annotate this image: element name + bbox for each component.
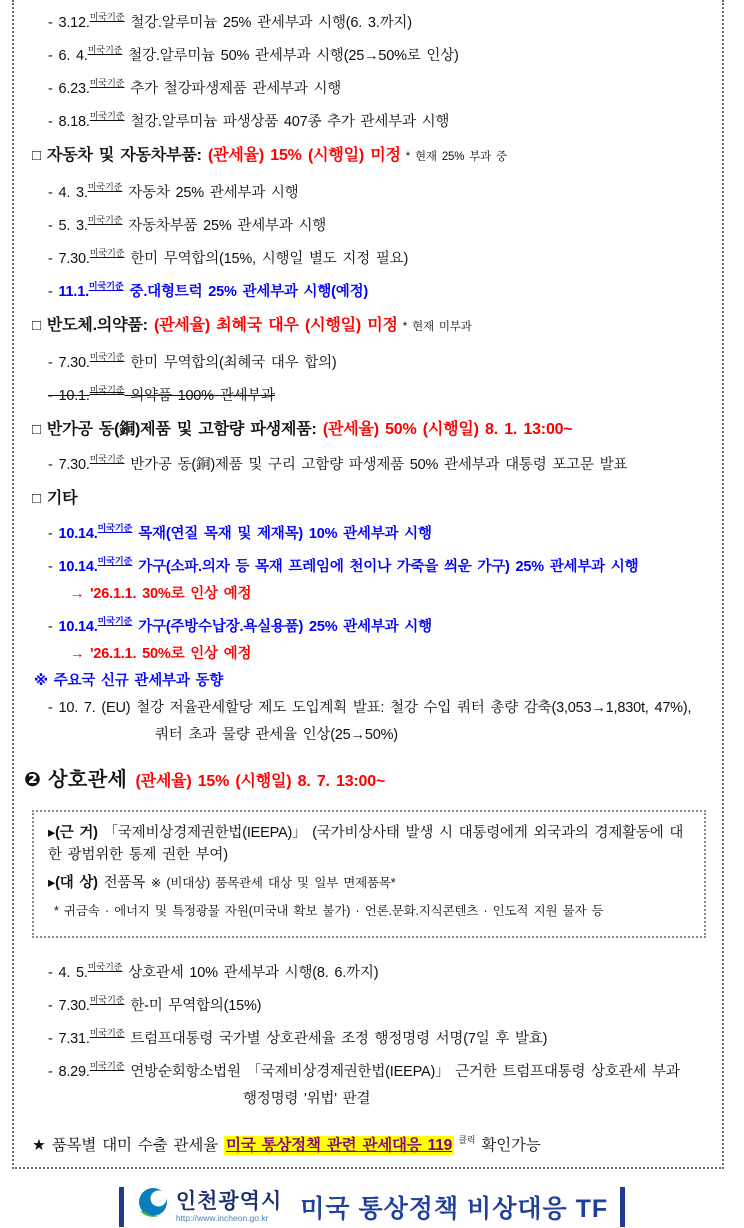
text-run: 7.30. [58, 998, 90, 1014]
text-run: 8.18. [58, 114, 90, 130]
list-item [18, 552, 718, 577]
text-run: 미국기준 [87, 45, 123, 55]
square-bullet-icon: □ [32, 490, 47, 507]
text-run: 철강.알루미늄 파생상품 407종 추가 관세부과 시행 [124, 114, 450, 130]
list-item [18, 612, 718, 637]
text-run: 6. 4. [58, 48, 88, 64]
square-bullet-icon: □ [32, 421, 47, 438]
text-run: 확인가능 [475, 1137, 541, 1154]
text-run: 미국기준 [89, 78, 125, 88]
text-run: 미국기준 [89, 111, 125, 121]
text-run: 미국기준 [88, 281, 124, 291]
text-run: 상호관세 10% 관세부과 시행(8. 6.까지) [122, 965, 379, 981]
text-run: 상호관세 [48, 769, 136, 791]
section-header-reciprocal [18, 771, 718, 792]
text-run: '26.1.1. 30%로 인상 예정 [90, 586, 252, 602]
text-run: 10.14. [58, 526, 98, 542]
text-run: 미국기준 [87, 962, 123, 972]
text-run: 철강.알루미늄 50% 관세부과 시행(25→50%로 인상) [122, 48, 459, 64]
text-run: 한미 무역합의(최혜국 대우 합의) [124, 355, 337, 371]
footer-right-bar [620, 1187, 625, 1227]
triangle-bullet-icon: ▸ [48, 825, 56, 841]
text-run: 4. 3. [58, 185, 88, 201]
text-run: 미국기준 [89, 995, 125, 1005]
text-run: 가구(주방수납장.욕실용품) 25% 관세부과 시행 [132, 619, 432, 635]
dash: - [48, 1031, 59, 1047]
footnote-line [18, 1131, 718, 1155]
dash: - [48, 48, 59, 64]
text-run: 미국기준 [89, 12, 125, 22]
text-run: 주요국 신규 관세부과 동향 [53, 673, 224, 689]
dash: - [48, 1064, 59, 1080]
text-run: 한미 무역합의(15%, 시행일 별도 지정 필요) [124, 251, 409, 267]
text-run: 품목별 대미 수출 관세율 [51, 1137, 224, 1154]
list-item [18, 41, 718, 66]
list-item-struck [18, 381, 718, 406]
text-run: (근 거) [55, 825, 98, 841]
list-item [18, 178, 718, 203]
text-run: * 현재 25% 부과 중 [400, 151, 507, 163]
text-run: 7.31. [58, 1031, 90, 1047]
dash: - [48, 284, 59, 300]
list-item [18, 519, 718, 544]
list-item [18, 107, 718, 132]
text-run: 미국기준 [97, 556, 133, 566]
incheon-logo-icon [136, 1185, 172, 1228]
arrow-note [18, 645, 718, 664]
tariff-119-link[interactable]: 미국 통상정책 관련 관세대응 119 [225, 1137, 453, 1154]
document-frame [12, 0, 724, 1169]
list-item [18, 991, 718, 1016]
text-run: 의약품 100% 관세부과 [124, 388, 275, 404]
text-run: 자동차부품 25% 관세부과 시행 [122, 218, 327, 234]
text-run: 4. 5. [58, 965, 88, 981]
text-run: * 귀금속 · 에너지 및 특정광물 자원(미국내 확보 불가) · 언론.문화.지식콘텐츠 · 인도적 지원 물자 등 [54, 904, 604, 918]
text-run: 미국기준 [89, 248, 125, 258]
arrow-icon: → [70, 646, 91, 662]
text-run: 추가 철강파생제품 관세부과 시행 [124, 81, 342, 97]
section-header-etc [18, 489, 718, 508]
text-run: 목재(연질 목재 및 제재목) 10% 관세부과 시행 [132, 526, 432, 542]
text-run: * 현재 미부과 [397, 321, 472, 333]
text-run: 미국기준 [89, 1061, 125, 1071]
text-run: 클릭 [454, 1135, 476, 1145]
list-item-continued [18, 1090, 718, 1109]
text-run: 10.14. [58, 619, 98, 635]
list-item [18, 74, 718, 99]
text-run: 전품목 [97, 875, 151, 891]
text-run: 쿼터 초과 물량 관세율 인상(25→50%) [155, 727, 398, 743]
list-item [18, 348, 718, 373]
dash: - [48, 251, 59, 267]
list-item [18, 1057, 718, 1082]
text-run: 미국기준 [87, 215, 123, 225]
dash: - [48, 965, 59, 981]
list-item [18, 1024, 718, 1049]
box-line-exemptions [44, 900, 694, 922]
text-run: 10.1. [58, 388, 90, 404]
dash: - [48, 700, 59, 716]
dash: - [48, 526, 59, 542]
incheon-logo-text [175, 1188, 283, 1223]
section-header-semiconductor [18, 316, 718, 337]
incheon-logo-group [136, 1185, 282, 1228]
info-box [32, 810, 706, 938]
reference-mark-icon: ※ [34, 673, 54, 689]
text-run: 미국기준 [89, 454, 125, 464]
square-bullet-icon: □ [32, 147, 47, 164]
dash: - [48, 388, 59, 404]
text-run: 11.1. [58, 284, 89, 300]
text-run: (관세율) 15% (시행일) 미정 [208, 147, 401, 164]
list-item [18, 277, 718, 302]
doc-body [18, 8, 718, 1155]
list-item [18, 211, 718, 236]
incheon-city-name: 인천광역시 [175, 1188, 283, 1213]
text-run: (관세율) 최혜국 대우 (시행일) 미정 [153, 317, 398, 334]
text-run: 미국기준 [97, 616, 133, 626]
text-run: 반가공 동(銅)제품 및 구리 고함량 파생제품 50% 관세부과 대통령 포고문 발표 [124, 457, 628, 473]
text-run: 연방순회항소법원 「국제비상경제권한법(IEEPA)」 근거한 트럼프대통령 상호관세 부과 [124, 1064, 680, 1080]
incheon-url: http://www.incheon.go.kr [175, 1212, 269, 1223]
text-run: 7.30. [58, 457, 90, 473]
text-run: 6.23. [58, 81, 90, 97]
text-run: (관세율) 15% (시행일) 8. 7. 13:00~ [135, 773, 386, 790]
arrow-note [18, 585, 718, 604]
dash: - [48, 457, 59, 473]
text-run: 10. 7. (EU) 철강 저율관세할당 제도 도입계획 발표: 철강 수입 쿼터 총량 감축(3,053→1,830t, 47%), [58, 700, 692, 716]
dash: - [48, 355, 59, 371]
dash: - [48, 185, 59, 201]
text-run: 미국기준 [89, 1028, 125, 1038]
text-run: 7.30. [58, 251, 90, 267]
text-run: 중.대형트럭 25% 관세부과 시행(예정) [123, 284, 369, 300]
text-run: 자동차 및 자동차부품: [46, 147, 208, 164]
list-item [18, 699, 718, 718]
circled-2-icon: ❷ [24, 769, 49, 791]
tf-title: 미국 통상정책 비상대응 TF [300, 1194, 609, 1223]
text-run: 한-미 무역합의(15%) [124, 998, 262, 1014]
box-line-basis [44, 822, 694, 866]
text-run: 「국제비상경제권한법(IEEPA)」 (국가비상사태 발생 시 대통령에게 외국과의 경제활동에 대한 광범위한 통제 권한 부여) [48, 825, 684, 863]
text-run: 5. 3. [58, 218, 88, 234]
dash: - [48, 218, 59, 234]
list-item-continued [18, 726, 718, 745]
footer [0, 1185, 744, 1228]
text-run: 미국기준 [87, 182, 123, 192]
text-run: 반가공 동(銅)제품 및 고함량 파생제품: [46, 421, 323, 438]
text-run: 7.30. [58, 355, 90, 371]
text-run: '26.1.1. 50%로 인상 예정 [90, 646, 252, 662]
list-item [18, 450, 718, 475]
dash: - [48, 114, 59, 130]
text-run: 미국기준 [89, 352, 125, 362]
list-item [18, 958, 718, 983]
text-run: 10.14. [58, 559, 98, 575]
section-header-autos [18, 146, 718, 167]
square-bullet-icon: □ [32, 317, 47, 334]
text-run: (관세율) 50% (시행일) 8. 1. 13:00~ [322, 421, 573, 438]
text-run: 트럼프대통령 국가별 상호관세율 조정 행정명령 서명(7일 후 발효) [124, 1031, 548, 1047]
text-run: 미국기준 [89, 385, 125, 395]
triangle-bullet-icon: ▸ [48, 875, 56, 891]
text-run: 3.12. [58, 15, 90, 31]
box-line-target [44, 872, 694, 894]
arrow-icon: → [70, 586, 91, 602]
text-run: 반도체.의약품: [46, 317, 154, 334]
text-run: 8.29. [58, 1064, 90, 1080]
text-run: 기타 [46, 490, 78, 507]
text-run: ※ (비대상) 품목관세 대상 및 일부 면제품목* [150, 876, 396, 890]
footer-left-bar [119, 1187, 124, 1227]
list-item [18, 244, 718, 269]
text-run: 미국기준 [97, 523, 133, 533]
star-icon: ★ [32, 1137, 52, 1154]
section-header-copper [18, 420, 718, 439]
dash: - [48, 619, 59, 635]
list-item [18, 8, 718, 33]
text-run: 자동차 25% 관세부과 시행 [122, 185, 299, 201]
reference-note [18, 672, 718, 691]
dash: - [48, 15, 59, 31]
text-run: 가구(소파.의자 등 목재 프레임에 천이나 가죽을 씌운 가구) 25% 관세부과 시행 [132, 559, 639, 575]
dash: - [48, 559, 59, 575]
text-run: (대 상) [55, 875, 98, 891]
dash: - [48, 998, 59, 1014]
dash: - [48, 81, 59, 97]
text-run: 행정명령 '위법' 판결 [243, 1091, 371, 1107]
text-run: 철강.알루미늄 25% 관세부과 시행(6. 3.까지) [124, 15, 412, 31]
